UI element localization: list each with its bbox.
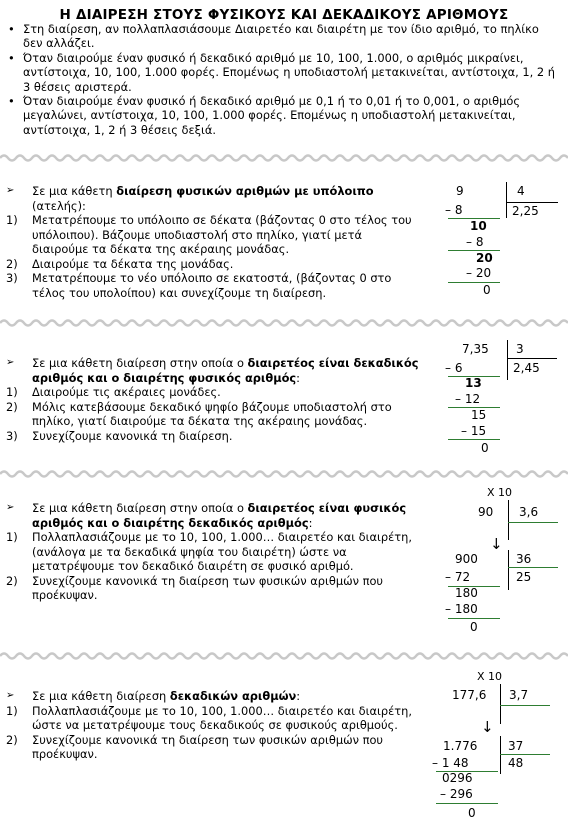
list-item: 2) Συνεχίζουμε κανονικά τη διαίρεση των φυσικών αριθμών που προέκυψαν.: [6, 732, 384, 761]
list-item: 2) Διαιρούμε τα δέκατα της μονάδας.: [6, 256, 234, 271]
bullet-icon: •: [8, 22, 15, 36]
remainder: 20: [476, 251, 493, 265]
remainder: 13: [465, 376, 482, 390]
down-arrow-icon: ↓: [490, 535, 503, 553]
remainder: 180: [455, 586, 478, 600]
original-dividend: 177,6: [452, 688, 487, 702]
list-item: 2) Συνεχίζουμε κανονικά τη διαίρεση των φυσικών αριθμών που προέκυψαν.: [6, 573, 384, 602]
division-bar: [506, 182, 507, 218]
section-decimal-dividend: [6, 356, 421, 443]
remainder: 0: [470, 620, 478, 634]
wavy-divider: [0, 317, 568, 329]
remainder: 0296: [442, 771, 473, 785]
dividend: 1.776: [443, 739, 478, 753]
division-bar: [508, 500, 509, 540]
subtrahend: – 12: [455, 392, 481, 406]
subtraction-line: [448, 282, 500, 283]
quotient-line: [508, 522, 558, 523]
quotient-line: [500, 754, 550, 755]
bullet-icon: •: [8, 94, 15, 109]
wavy-divider: [0, 650, 568, 662]
dividend: 9: [456, 184, 464, 198]
page-title: Η ΔΙΑΙΡΕΣΗ ΣΤΟΥΣ ΦΥΣΙΚΟΥΣ ΚΑΙ ΔΕΚΑΔΙΚΟΥΣ ΑΡΙΘΜΟΥΣ: [59, 7, 509, 23]
original-divisor: 3,7: [509, 688, 529, 702]
quotient-line: [507, 358, 557, 359]
section-heading: ➢ Σε μια κάθετη διαίρεση δεκαδικών αριθμών:: [6, 689, 301, 703]
original-dividend: 90: [478, 505, 494, 519]
intro-rules: [8, 22, 560, 137]
dividend: 900: [455, 552, 478, 566]
quotient: 2,45: [513, 361, 540, 375]
multiplier-label: Χ 10: [477, 670, 503, 683]
subtrahend: – 296: [440, 787, 473, 801]
arrowhead-bullet-icon: ➢: [6, 185, 15, 196]
divisor: 36: [516, 552, 532, 566]
subtrahend: – 20: [466, 266, 492, 280]
list-item: 1) Πολλαπλασιάζουμε με το 10, 100, 1.000… διαιρετέο και διαιρέτη, ώστε να μετατρέψουμε τους δεκαδικούς σε φυσικούς αριθμούς.: [6, 703, 412, 732]
remainder: 0: [481, 441, 489, 455]
remainder: 0: [483, 283, 491, 297]
list-item: 3) Συνεχίζουμε κανονικά τη διαίρεση.: [6, 428, 233, 443]
multiplier-label: Χ 10: [487, 486, 513, 499]
subtraction-line: [448, 439, 500, 440]
subtrahend: – 72: [445, 570, 471, 584]
quotient: 2,25: [512, 204, 539, 218]
division-bar: [500, 684, 501, 724]
division-bar: [500, 736, 501, 774]
intro-bullet: • Όταν διαιρούμε έναν φυσικό ή δεκαδικό αριθμό με 0,1 ή το 0,01 ή το 0,001, ο αριθμός μεγαλώνει, αντίστοιχα, 10, 100, 1.000 φορές. Επομένως η υποδιαστολή μετακινείται, αντίστοιχα, 1, 2 ή 3 θέσεις δεξιά.: [8, 94, 521, 137]
division-bar: [507, 340, 508, 380]
remainder: 10: [470, 219, 487, 233]
arrowhead-bullet-icon: ➢: [6, 502, 15, 513]
subtrahend: – 1 48: [432, 756, 469, 770]
wavy-divider: [0, 152, 568, 164]
quotient: 25: [516, 570, 532, 584]
remainder: 0: [468, 806, 476, 820]
section-heading: ➢ Σε μια κάθετη διαίρεση στην οποία ο διαιρετέος είναι φυσικός αριθμός και ο διαιρέτης δεκαδικός αριθμός:: [6, 501, 407, 530]
section-decimal-divisor: [6, 501, 421, 603]
intro-bullet: • Στη διαίρεση, αν πολλαπλασιάσουμε Διαιρετέο και διαιρέτη με τον ίδιο αριθμό, το πηλίκο δεν αλλάζει.: [8, 22, 539, 51]
list-item: 2) Μόλις κατεβάσουμε δεκαδικό ψηφίο βάζουμε υποδιαστολή στο πηλίκο, γιατί διαιρούμε τα δέκατα της ακέραιης μονάδας.: [6, 399, 392, 428]
section-decimal-both: [6, 689, 421, 762]
divisor: 3: [516, 342, 524, 356]
section-heading: ➢ Σε μια κάθετη διαίρεση φυσικών αριθμών με υπόλοιπο (ατελής):: [6, 184, 374, 213]
list-item: 1) Πολλαπλασιάζουμε με το 10, 100, 1.000… διαιρετέο και διαιρέτη, (ανάλογα με τα δεκαδικά ψηφία του διαιρέτη) ώστε να μετατρέψουμε τον δεκαδικό διαιρέτη σε φυσικό αριθμό.: [6, 530, 412, 573]
wavy-divider: [0, 468, 568, 480]
subtraction-line: [436, 803, 498, 804]
list-item: 3) Μετατρέπουμε το νέο υπόλοιπο σε εκατοστά, (βάζοντας 0 στο τέλος του υπολοίπου) και συνεχίζουμε τη διαίρεση.: [6, 271, 392, 300]
subtrahend: – 180: [445, 602, 478, 616]
subtrahend: – 15: [461, 424, 487, 438]
quotient-line: [508, 567, 558, 568]
arrowhead-bullet-icon: ➢: [6, 690, 15, 701]
quotient: 48: [508, 756, 524, 770]
quotient-line: [500, 705, 550, 706]
intro-bullet: • Όταν διαιρούμε έναν φυσικό ή δεκαδικό αριθμό με 10, 100, 1.000, ο αριθμός μικραίνει, αντίστοιχα, 10, 100, 1.000 φορές. Επομένως η υποδιαστολή μετακινείται, αντίστοιχα, 1, 2 ή 3 θέσεις αριστερά.: [8, 50, 555, 94]
division-bar: [508, 550, 509, 590]
arrowhead-bullet-icon: ➢: [6, 357, 15, 368]
divisor: 37: [508, 739, 524, 753]
list-item: 1) Μετατρέπουμε το υπόλοιπο σε δέκατα (βάζοντας 0 στο τέλος του υπόλοιπου). Βάζουμε υποδιαστολή στο πηλίκο, γιατί μετά διαιρούμε τα δέκατα της ακέραιης μονάδας.: [6, 213, 412, 256]
down-arrow-icon: ↓: [481, 718, 494, 736]
section-remainder-division: [6, 184, 421, 300]
bullet-icon: •: [8, 50, 15, 65]
quotient-line: [506, 202, 558, 203]
original-divisor: 3,6: [519, 505, 539, 519]
remainder: 15: [471, 408, 487, 422]
list-item: 1) Διαιρούμε τις ακέραιες μονάδες.: [6, 385, 221, 399]
divisor: 4: [517, 184, 525, 198]
dividend: 7,35: [462, 342, 489, 356]
subtraction-line: [448, 618, 500, 619]
section-heading: ➢ Σε μια κάθετη διαίρεση στην οποία ο διαιρετέος είναι δεκαδικός αριθμός και ο διαιρέτης φυσικός αριθμός:: [6, 356, 419, 385]
subtrahend: – 8: [445, 203, 463, 217]
subtrahend: – 8: [466, 235, 484, 249]
subtrahend: – 6: [445, 361, 463, 375]
